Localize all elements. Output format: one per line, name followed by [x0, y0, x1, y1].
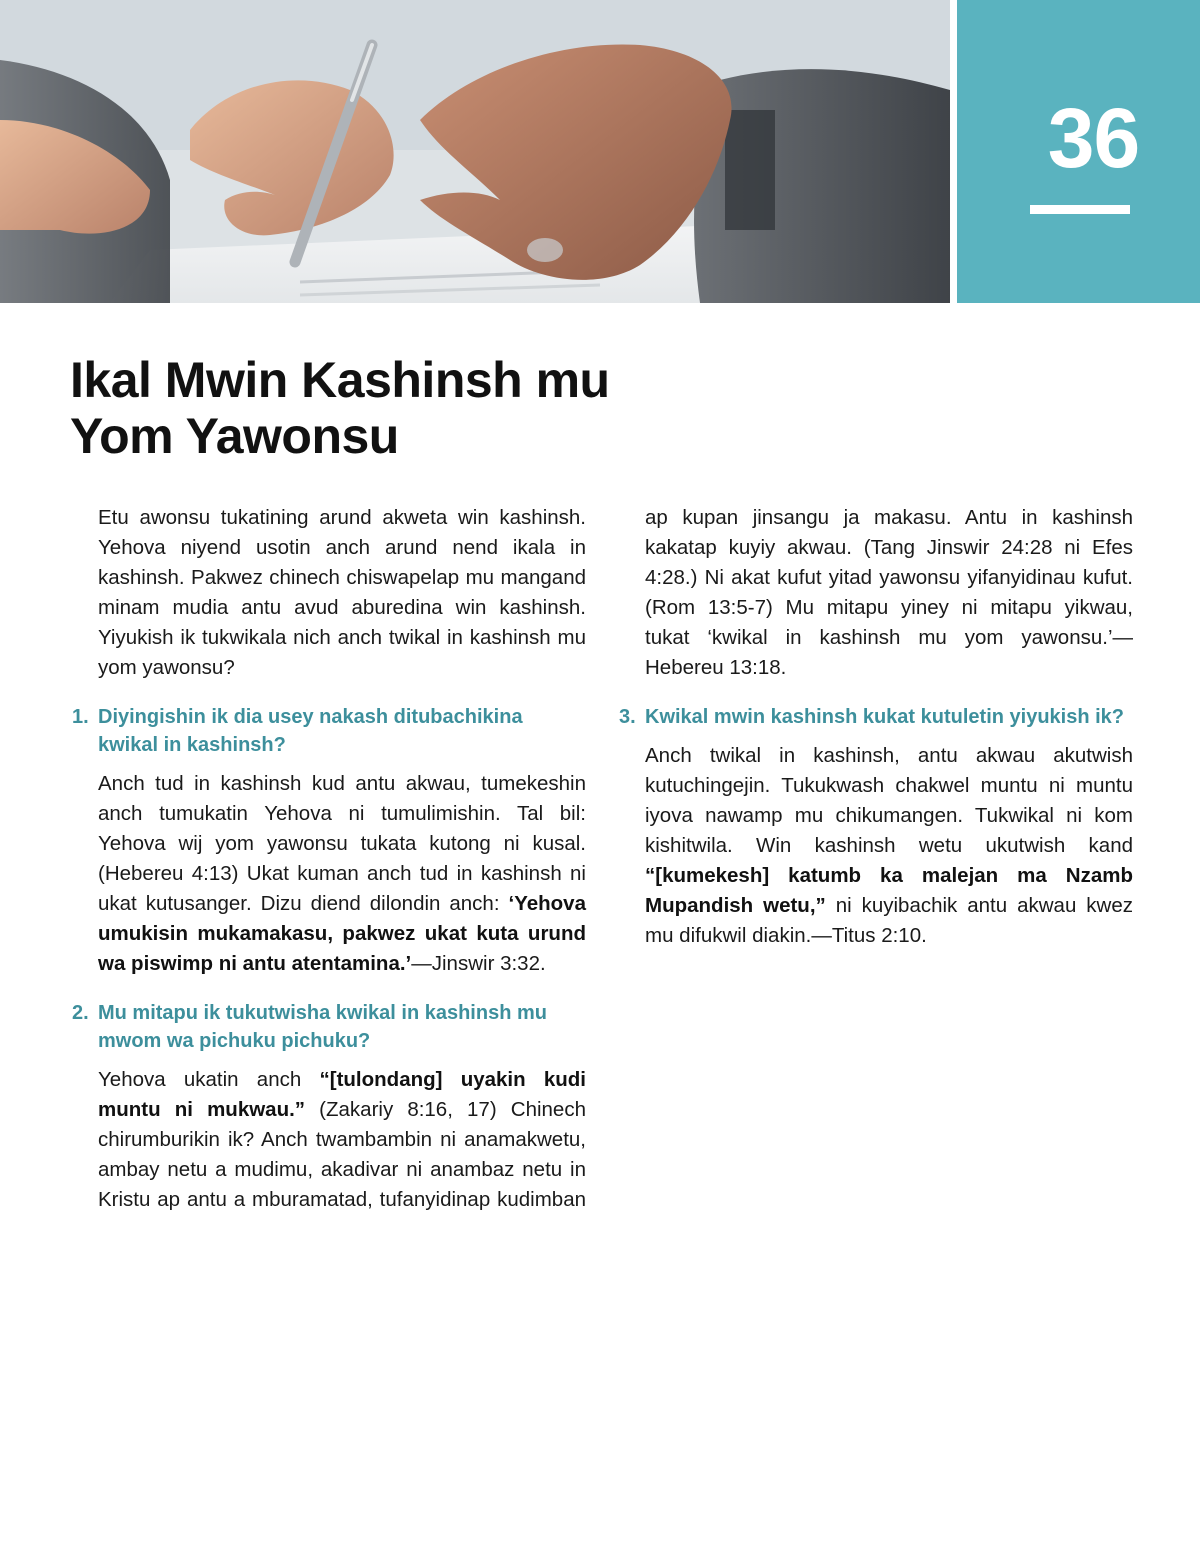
title-line-2: Yom Yawonsu [70, 408, 399, 464]
page-title [70, 352, 710, 464]
answer-3-quote: “[kumekesh] katumb ka malejan ma Nzamb Mupandish wetu,” [645, 864, 1133, 917]
question-3-answer [645, 741, 1133, 951]
answer-1-text-a: Anch tud in kashinsh kud antu akwau, tumekeshin anch tumukatin Yehova ni tumulimishin. Tal bil: Yehova wij yom yawonsu tukata kutong ni kusal. (Hebereu 4:13) Ukat kuman anch tud in kashinsh ni ukat kutusanger. Dizu diend dilondin anch: [98, 772, 586, 915]
header-photo [0, 0, 950, 303]
answer-3-text-b: ni kuyibachik antu akwau kwez mu difukwil diakin.—Titus 2:10. [645, 894, 1133, 947]
answer-2-text-b: (Zakariy 8:16, 17) Chinech chirumburikin ik? Anch twambambin ni anamakwetu, ambay netu a mudimu, akadivar ni anambaz netu in Kristu ap antu a mburamatad, tufanyidinap kudimban ap kupan jinsangu ja makasu. Antu in kashinsh kakatap kuyiy akwau. (Tang Jinswir 24:28 ni Efes 4:28.) Ni akat kufut yitad yawonsu yifanyidinau kufut. (Rom 13:5-7) Mu mitapu yiney ni mitapu yikwau, tukat ‘kwikal in kashinsh mu yom yawonsu.’—Hebereu 13:18. [98, 506, 1133, 1211]
article-body [72, 503, 1133, 1243]
question-1-heading [72, 703, 586, 759]
answer-2-text-a: Yehova ukatin anch [98, 1068, 320, 1091]
question-2-heading [72, 999, 586, 1055]
hands-signing-document-photo [0, 0, 950, 303]
question-2-text: Mu mitapu ik tukutwisha kwikal in kashinsh mu mwom wa pichuku pichuku? [98, 1002, 547, 1052]
title-line-1: Ikal Mwin Kashinsh mu [70, 352, 610, 408]
question-3-text: Kwikal mwin kashinsh kukat kutuletin yiyukish ik? [645, 706, 1125, 728]
question-2-number: 2. [72, 1002, 89, 1024]
question-1-answer [98, 769, 586, 979]
answer-3-text-a: Anch twikal in kashinsh, antu akwau akutwish kutuchingejin. Tukukwash chakwel muntu ni muntu iyova nawamp mu chikumangen. Tukwikal ni kom kishitwila. Win kashinsh wetu ukutwish kand [645, 744, 1133, 857]
question-1-number: 1. [72, 706, 89, 728]
lesson-number: 36 [1047, 91, 1140, 185]
answer-1-quote: ‘Yehova umukisin mukamakasu, pakwez ukat kuta urund wa piswimp ni antu atentamina.’ [98, 892, 586, 975]
lesson-number-badge [957, 0, 1200, 303]
intro-paragraph: Etu awonsu tukatining arund akweta win kashinsh. Yehova niyend usotin anch arund nend ikala in kashinsh. Pakwez chinech chiswapelap mu mangand minam mudia antu avud aburedina win kashinsh. Yiyukish ik tukwikala nich anch twikal in kashinsh mu yom yawonsu? [98, 506, 586, 679]
answer-1-text-b: —Jinswir 3:32. [411, 952, 546, 975]
badge-underline [1030, 205, 1130, 214]
question-3-number: 3. [619, 706, 636, 728]
question-3-heading [619, 703, 1133, 731]
question-1-text: Diyingishin ik dia usey nakash ditubachikina kwikal in kashinsh? [98, 706, 523, 756]
answer-2-quote: “[tulondang] uyakin kudi muntu ni mukwau.” [98, 1068, 587, 1121]
